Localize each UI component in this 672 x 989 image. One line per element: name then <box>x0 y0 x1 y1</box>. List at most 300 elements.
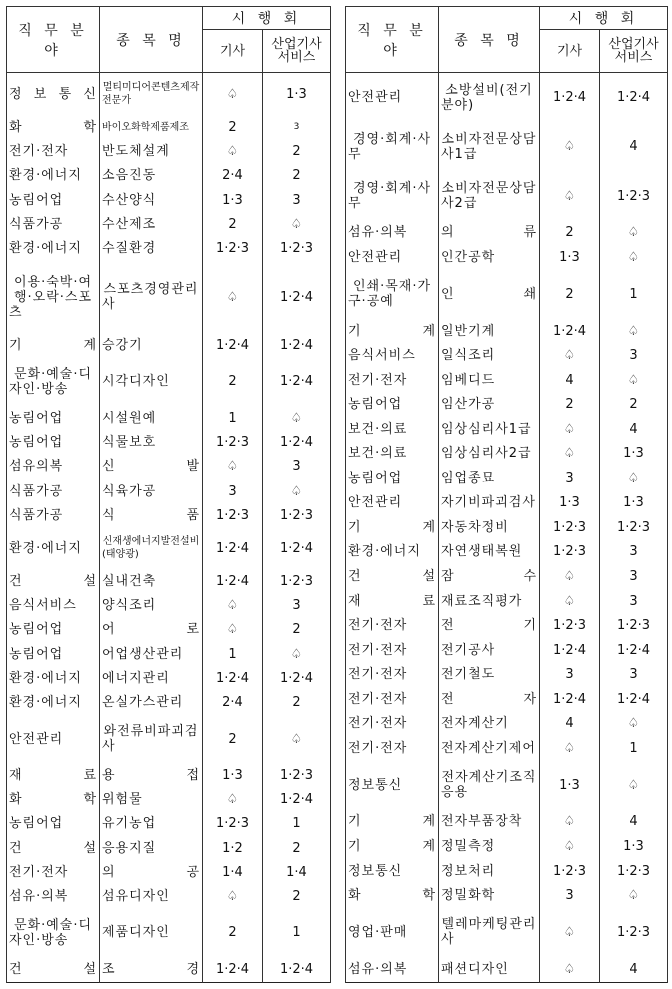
header-field: 직 무 분 야 <box>346 7 439 73</box>
industrial-cell: 2 <box>263 618 331 642</box>
item-cell: 소비자전문상담사2급 <box>439 172 540 221</box>
industrial-cell: 1 <box>600 270 668 319</box>
item-cell: 용 접 <box>100 763 203 787</box>
industrial-cell: 2 <box>600 392 668 417</box>
industrial-cell: 2 <box>263 836 331 860</box>
field-cell: 화 학 <box>7 115 100 139</box>
industrial-cell: 1·2·4 <box>600 638 668 663</box>
industrial-cell: ♤ <box>600 319 668 344</box>
engineer-cell: 1·2·4 <box>540 687 600 712</box>
field-cell: 경영·회계·사무 <box>346 122 439 171</box>
engineer-cell: ♤ <box>203 140 263 164</box>
header-industrial: 산업기사 서비스 <box>600 30 668 73</box>
item-cell: 임상심리사1급 <box>439 417 540 442</box>
industrial-cell: ♤ <box>600 221 668 246</box>
schedule-table-right <box>345 6 667 983</box>
item-cell: 소방설비(전기분야) <box>439 73 540 123</box>
table-row <box>346 736 668 761</box>
table-row <box>7 618 331 642</box>
industrial-cell: 2 <box>263 884 331 908</box>
table-row <box>346 466 668 491</box>
industrial-cell: 4 <box>600 417 668 442</box>
industrial-cell: ♤ <box>263 212 331 236</box>
item-cell: 자동차정비 <box>439 515 540 540</box>
table-row <box>7 860 331 884</box>
field-cell: 안전관리 <box>346 73 439 123</box>
item-cell: 소비자전문상담사1급 <box>439 122 540 171</box>
engineer-cell: ♤ <box>540 564 600 589</box>
field-cell: 환경·에너지 <box>7 527 100 569</box>
field-cell: 전기·전자 <box>7 860 100 884</box>
field-cell: 전기·전자 <box>346 736 439 761</box>
header-engineer: 기사 <box>540 30 600 73</box>
field-cell: 전기·전자 <box>346 368 439 393</box>
engineer-cell: 3 <box>203 479 263 503</box>
engineer-cell: 2 <box>203 212 263 236</box>
header-item: 종 목 명 <box>100 7 203 73</box>
field-cell: 문화·예술·디자인·방송 <box>7 358 100 406</box>
industrial-cell: 1·2·3 <box>263 569 331 593</box>
item-cell: 전자부품장착 <box>439 810 540 835</box>
item-cell: 임산가공 <box>439 392 540 417</box>
field-cell: 영업·판매 <box>346 908 439 957</box>
field-cell: 인쇄·목재·가구·공예 <box>346 270 439 319</box>
field-cell: 농림어업 <box>7 188 100 212</box>
table-row <box>346 712 668 737</box>
field-cell: 보건·의료 <box>346 417 439 442</box>
item-cell: 수질환경 <box>100 237 203 261</box>
field-cell: 기 계 <box>346 834 439 859</box>
industrial-cell: 1·2·4 <box>263 527 331 569</box>
table-row <box>346 515 668 540</box>
engineer-cell: 1 <box>203 642 263 666</box>
industrial-cell: 1·2·4 <box>600 73 668 123</box>
engineer-cell: 1·2·3 <box>540 540 600 565</box>
industrial-cell: 1·2·3 <box>600 172 668 221</box>
field-cell: 농림어업 <box>346 392 439 417</box>
table-row <box>7 73 331 116</box>
field-cell: 기 계 <box>346 319 439 344</box>
field-cell: 식품가공 <box>7 479 100 503</box>
table-row <box>7 594 331 618</box>
engineer-cell: ♤ <box>540 172 600 221</box>
engineer-cell: 2 <box>203 115 263 139</box>
item-cell: 전자계산기 <box>439 712 540 737</box>
field-cell: 정보통신 <box>346 859 439 884</box>
engineer-cell: ♤ <box>540 417 600 442</box>
field-cell: 섬유·의복 <box>346 221 439 246</box>
engineer-cell: 2 <box>540 270 600 319</box>
industrial-cell: 3 <box>600 540 668 565</box>
industrial-cell: 1·3 <box>600 442 668 467</box>
table-row <box>7 788 331 812</box>
field-cell: 건 설 <box>346 564 439 589</box>
item-cell: 신재생에너지발전설비(태양광) <box>100 527 203 569</box>
industrial-cell: 1·2·4 <box>263 333 331 357</box>
table-row <box>346 810 668 835</box>
engineer-cell: 1·3 <box>203 763 263 787</box>
industrial-cell: 1·2·4 <box>263 261 331 334</box>
field-cell: 이용·숙박·여행·오락·스포츠 <box>7 261 100 334</box>
engineer-cell: ♤ <box>540 442 600 467</box>
item-cell: 임베디드 <box>439 368 540 393</box>
table-row <box>346 957 668 983</box>
table-row <box>7 909 331 957</box>
field-cell: 식품가공 <box>7 503 100 527</box>
engineer-cell: ♤ <box>203 261 263 334</box>
table-row <box>346 122 668 171</box>
table-row <box>7 333 331 357</box>
field-cell: 안전관리 <box>7 715 100 763</box>
industrial-cell: 1·2·3 <box>263 503 331 527</box>
table-row <box>346 343 668 368</box>
field-cell: 식품가공 <box>7 212 100 236</box>
field-cell: 음식서비스 <box>7 594 100 618</box>
item-cell: 의 류 <box>439 221 540 246</box>
header-industrial: 산업기사 서비스 <box>263 30 331 73</box>
field-cell: 환경·에너지 <box>7 666 100 690</box>
engineer-cell: ♤ <box>203 618 263 642</box>
table-row <box>346 859 668 884</box>
engineer-cell: 1·2·4 <box>203 527 263 569</box>
industrial-cell: ♤ <box>600 712 668 737</box>
industrial-cell: 1·2·4 <box>263 666 331 690</box>
item-cell: 정밀화학 <box>439 883 540 908</box>
engineer-cell: 1·2·4 <box>540 73 600 123</box>
industrial-cell: 1·2·4 <box>263 358 331 406</box>
engineer-cell: 1·3 <box>203 188 263 212</box>
item-cell: 조 경 <box>100 957 203 982</box>
industrial-cell: 1·2·3 <box>600 515 668 540</box>
table-row <box>346 319 668 344</box>
table-row <box>346 687 668 712</box>
engineer-cell: 1·3 <box>540 245 600 270</box>
field-cell: 섬유·의복 <box>7 884 100 908</box>
item-cell: 양식조리 <box>100 594 203 618</box>
engineer-cell: 1·2·4 <box>203 957 263 982</box>
table-row <box>346 245 668 270</box>
industrial-cell: 1·2·3 <box>600 613 668 638</box>
table-row <box>346 368 668 393</box>
engineer-cell: 1·2·3 <box>203 237 263 261</box>
industrial-cell: 1·2·4 <box>600 687 668 712</box>
field-cell: 정보통신 <box>346 761 439 810</box>
item-cell: 멀티미디어콘텐츠제작전문가 <box>100 73 203 116</box>
item-cell: 전자계산기제어 <box>439 736 540 761</box>
field-cell: 농림어업 <box>7 618 100 642</box>
schedule-table-left <box>6 6 330 983</box>
engineer-cell: 2 <box>203 715 263 763</box>
industrial-cell: 3 <box>263 594 331 618</box>
industrial-cell: 1·2·3 <box>600 859 668 884</box>
field-cell: 재 료 <box>7 763 100 787</box>
industrial-cell: 3 <box>600 343 668 368</box>
engineer-cell: 1·2·4 <box>203 666 263 690</box>
item-cell: 온실가스관리 <box>100 691 203 715</box>
table-row <box>346 442 668 467</box>
field-cell: 환경·에너지 <box>7 164 100 188</box>
field-cell: 농림어업 <box>7 642 100 666</box>
engineer-cell: 1·4 <box>203 860 263 884</box>
engineer-cell: ♤ <box>203 73 263 116</box>
industrial-cell: ♤ <box>600 466 668 491</box>
item-cell: 소음진동 <box>100 164 203 188</box>
field-cell: 안전관리 <box>346 245 439 270</box>
item-cell: 수산제조 <box>100 212 203 236</box>
engineer-cell: ♤ <box>540 834 600 859</box>
industrial-cell: 4 <box>600 957 668 983</box>
industrial-cell: ♤ <box>263 715 331 763</box>
field-cell: 화 학 <box>7 788 100 812</box>
header-field: 직 무 분 야 <box>7 7 100 73</box>
item-cell: 반도체설계 <box>100 140 203 164</box>
item-cell: 전자계산기조직응용 <box>439 761 540 810</box>
industrial-cell: 3 <box>263 115 331 139</box>
table-row <box>7 188 331 212</box>
item-cell: 잠 수 <box>439 564 540 589</box>
item-cell: 어 로 <box>100 618 203 642</box>
item-cell: 인 쇄 <box>439 270 540 319</box>
table-row <box>7 642 331 666</box>
field-cell: 화 학 <box>346 883 439 908</box>
table-row <box>7 261 331 334</box>
item-cell: 신 발 <box>100 455 203 479</box>
engineer-cell: ♤ <box>540 122 600 171</box>
industrial-cell: 1·2·3 <box>263 763 331 787</box>
item-cell: 식물보호 <box>100 430 203 454</box>
item-cell: 일반기계 <box>439 319 540 344</box>
header-engineer: 기사 <box>203 30 263 73</box>
table-row <box>346 613 668 638</box>
engineer-cell: 2 <box>540 392 600 417</box>
table-right <box>345 6 668 983</box>
engineer-cell: 3 <box>540 883 600 908</box>
industrial-cell: 3 <box>600 589 668 614</box>
industrial-cell: 1·3 <box>263 73 331 116</box>
field-cell: 재 료 <box>346 589 439 614</box>
field-cell: 농림어업 <box>7 406 100 430</box>
table-row <box>7 358 331 406</box>
engineer-cell: 2·4 <box>203 164 263 188</box>
field-cell: 보건·의료 <box>346 442 439 467</box>
industrial-cell: 1·4 <box>263 860 331 884</box>
industrial-cell: 1·3 <box>600 834 668 859</box>
item-cell: 정밀측정 <box>439 834 540 859</box>
engineer-cell: ♤ <box>540 343 600 368</box>
engineer-cell: ♤ <box>540 589 600 614</box>
engineer-cell: 3 <box>540 466 600 491</box>
table-row <box>7 164 331 188</box>
engineer-cell: 1·2·3 <box>203 503 263 527</box>
field-cell: 전기·전자 <box>346 687 439 712</box>
engineer-cell: 1·2·3 <box>540 515 600 540</box>
industrial-cell: 1·2·3 <box>263 237 331 261</box>
item-cell: 전 자 <box>439 687 540 712</box>
engineer-cell: ♤ <box>203 455 263 479</box>
engineer-cell: ♤ <box>203 884 263 908</box>
field-cell: 전기·전자 <box>346 662 439 687</box>
table-row <box>346 491 668 516</box>
table-left <box>6 6 331 983</box>
table-row <box>7 212 331 236</box>
industrial-cell: 1·3 <box>600 491 668 516</box>
industrial-cell: 1·2·4 <box>263 957 331 982</box>
engineer-cell: 4 <box>540 712 600 737</box>
item-cell: 임상심리사2급 <box>439 442 540 467</box>
item-cell: 전기철도 <box>439 662 540 687</box>
industrial-cell: 3 <box>263 188 331 212</box>
field-cell: 안전관리 <box>346 491 439 516</box>
industrial-cell: ♤ <box>600 883 668 908</box>
table-row <box>7 479 331 503</box>
item-cell: 정보처리 <box>439 859 540 884</box>
field-cell: 농림어업 <box>346 466 439 491</box>
engineer-cell: ♤ <box>203 788 263 812</box>
field-cell: 전기·전자 <box>7 140 100 164</box>
engineer-cell: 1·2·4 <box>203 569 263 593</box>
field-cell: 건 설 <box>7 836 100 860</box>
table-row <box>7 115 331 139</box>
table-row <box>346 761 668 810</box>
item-cell: 에너지관리 <box>100 666 203 690</box>
industrial-cell: 2 <box>263 140 331 164</box>
table-row <box>346 834 668 859</box>
item-cell: 유기농업 <box>100 812 203 836</box>
table-row <box>7 691 331 715</box>
engineer-cell: 1·2 <box>203 836 263 860</box>
engineer-cell: 1·3 <box>540 761 600 810</box>
industrial-cell: 3 <box>600 662 668 687</box>
item-cell: 전기공사 <box>439 638 540 663</box>
table-row <box>7 406 331 430</box>
table-row <box>7 666 331 690</box>
industrial-cell: 1 <box>263 909 331 957</box>
industrial-cell: 2 <box>263 164 331 188</box>
industrial-cell: 1·2·4 <box>263 788 331 812</box>
table-row <box>346 392 668 417</box>
field-cell: 정 보 통 신 <box>7 73 100 116</box>
engineer-cell: ♤ <box>540 736 600 761</box>
item-cell: 식 품 <box>100 503 203 527</box>
table-row <box>346 270 668 319</box>
item-cell: 바이오화학제품제조 <box>100 115 203 139</box>
engineer-cell: 3 <box>540 662 600 687</box>
industrial-cell: ♤ <box>600 245 668 270</box>
industrial-cell: 4 <box>600 122 668 171</box>
field-cell: 농림어업 <box>7 430 100 454</box>
table-row <box>7 715 331 763</box>
field-cell: 전기·전자 <box>346 613 439 638</box>
field-cell: 음식서비스 <box>346 343 439 368</box>
engineer-cell: 1·2·4 <box>540 638 600 663</box>
field-cell: 환경·에너지 <box>7 691 100 715</box>
table-row <box>7 527 331 569</box>
table-row <box>346 883 668 908</box>
industrial-cell: 1 <box>600 736 668 761</box>
engineer-cell: 4 <box>540 368 600 393</box>
item-cell: 위험물 <box>100 788 203 812</box>
table-row <box>346 908 668 957</box>
engineer-cell: 1·2·3 <box>540 859 600 884</box>
industrial-cell: 3 <box>600 564 668 589</box>
table-row <box>7 957 331 982</box>
field-cell: 건 설 <box>7 957 100 982</box>
table-row <box>7 455 331 479</box>
item-cell: 와전류비파괴검사 <box>100 715 203 763</box>
engineer-cell: 1·2·3 <box>203 430 263 454</box>
item-cell: 응용지질 <box>100 836 203 860</box>
industrial-cell: 1·2·3 <box>600 908 668 957</box>
item-cell: 자기비파괴검사 <box>439 491 540 516</box>
field-cell: 기 계 <box>7 333 100 357</box>
table-row <box>346 73 668 123</box>
engineer-cell: 2 <box>203 909 263 957</box>
table-row <box>7 569 331 593</box>
item-cell: 전 기 <box>439 613 540 638</box>
item-cell: 텔레마케팅관리사 <box>439 908 540 957</box>
field-cell: 환경·에너지 <box>346 540 439 565</box>
engineer-cell: 2·4 <box>203 691 263 715</box>
table-row <box>346 564 668 589</box>
table-row <box>7 237 331 261</box>
item-cell: 시각디자인 <box>100 358 203 406</box>
table-row <box>346 221 668 246</box>
industrial-cell: 3 <box>263 455 331 479</box>
table-row <box>346 172 668 221</box>
engineer-cell: 2 <box>203 358 263 406</box>
engineer-cell: 1·2·4 <box>540 319 600 344</box>
table-row <box>7 503 331 527</box>
engineer-cell: 1·2·3 <box>540 613 600 638</box>
industrial-cell: 1·2·4 <box>263 430 331 454</box>
field-cell: 전기·전자 <box>346 712 439 737</box>
field-cell: 문화·예술·디자인·방송 <box>7 909 100 957</box>
field-cell: 전기·전자 <box>346 638 439 663</box>
industrial-cell: ♤ <box>600 761 668 810</box>
item-cell: 자연생태복원 <box>439 540 540 565</box>
item-cell: 임업종묘 <box>439 466 540 491</box>
table-row <box>7 763 331 787</box>
item-cell: 의 공 <box>100 860 203 884</box>
table-row <box>7 430 331 454</box>
field-cell: 건 설 <box>7 569 100 593</box>
item-cell: 승강기 <box>100 333 203 357</box>
engineer-cell: ♤ <box>540 810 600 835</box>
field-cell: 기 계 <box>346 515 439 540</box>
item-cell: 스포츠경영관리사 <box>100 261 203 334</box>
field-cell: 섬유의복 <box>7 455 100 479</box>
field-cell: 농림어업 <box>7 812 100 836</box>
item-cell: 섬유디자인 <box>100 884 203 908</box>
field-cell: 경영·회계·사무 <box>346 172 439 221</box>
item-cell: 패션디자인 <box>439 957 540 983</box>
field-cell: 섬유·의복 <box>346 957 439 983</box>
industrial-cell: ♤ <box>263 642 331 666</box>
header-item: 종 목 명 <box>439 7 540 73</box>
field-cell: 환경·에너지 <box>7 237 100 261</box>
engineer-cell: 1·2·3 <box>203 812 263 836</box>
item-cell: 실내건축 <box>100 569 203 593</box>
item-cell: 수산양식 <box>100 188 203 212</box>
engineer-cell: 2 <box>540 221 600 246</box>
engineer-cell: 1·2·4 <box>203 333 263 357</box>
table-row <box>346 638 668 663</box>
table-row <box>346 662 668 687</box>
industrial-cell: 1 <box>263 812 331 836</box>
engineer-cell: 1 <box>203 406 263 430</box>
item-cell: 시설원예 <box>100 406 203 430</box>
table-row <box>346 417 668 442</box>
